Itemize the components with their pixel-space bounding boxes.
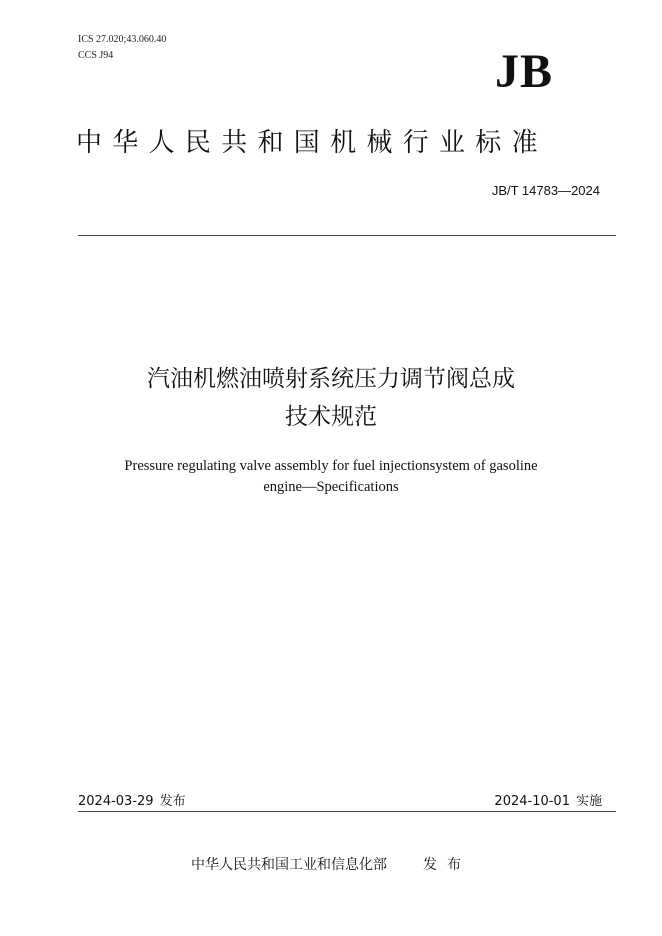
publisher-line	[0, 854, 662, 874]
english-title-line-1: Pressure regulating valve assembly for fuel injectionsystem of gasoline	[124, 458, 538, 474]
ccs-code: CCS J94	[78, 50, 114, 61]
standard-number: JB/T 14783—2024	[491, 183, 600, 198]
publish-action: 发布	[423, 857, 471, 873]
chinese-title-line-2: 技术规范	[285, 404, 377, 430]
top-divider	[78, 235, 616, 236]
ics-code: ICS 27.020;43.060.40	[78, 34, 167, 45]
chinese-title-line-1: 汽油机燃油喷射系统压力调节阀总成	[147, 366, 515, 392]
effective-date: 2024-10-01	[494, 794, 570, 809]
jb-logo: JB	[495, 45, 554, 98]
standard-category-title: 中华人民共和国机械行业标准	[76, 128, 548, 158]
effective-date-block	[494, 790, 602, 809]
issue-label: 发布	[159, 794, 186, 809]
english-title-line-2: engine—Specifications	[263, 479, 399, 495]
issue-date-block	[78, 790, 186, 809]
effective-label: 实施	[575, 794, 602, 809]
issue-date: 2024-03-29	[78, 794, 154, 809]
bottom-divider	[78, 811, 616, 812]
publisher-name: 中华人民共和国工业和信息化部	[191, 857, 387, 873]
